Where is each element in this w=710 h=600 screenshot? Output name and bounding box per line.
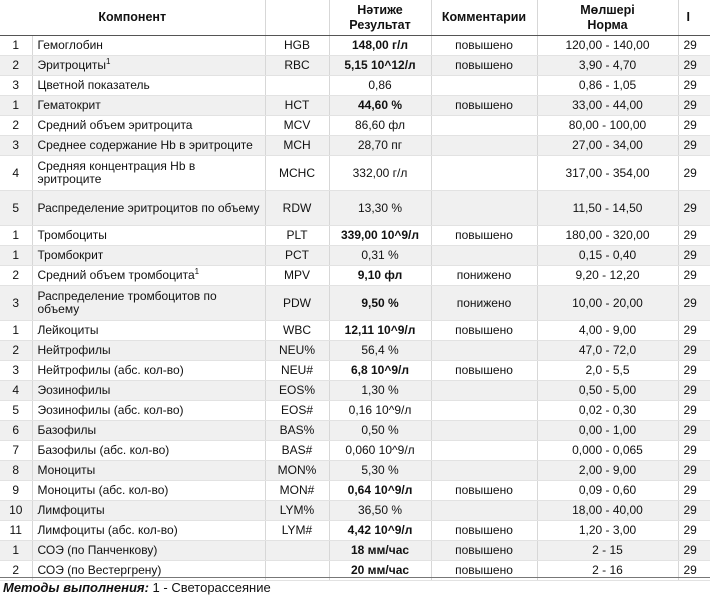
component-name-text: Тромбокрит: [37, 248, 104, 262]
table-row: [0, 191, 710, 226]
row-number: 3: [0, 361, 32, 381]
comment: [431, 401, 537, 421]
reference-range: 11,50 - 14,50: [537, 191, 678, 226]
table-row: [0, 441, 710, 461]
component-code: HCT: [265, 96, 329, 116]
result-value: 18 мм/час: [329, 541, 431, 561]
methods-text: 1 - Светорассеяние: [152, 580, 271, 595]
component-code: MON#: [265, 481, 329, 501]
component-code: PCT: [265, 246, 329, 266]
result-value: 56,4 %: [329, 341, 431, 361]
component-name-text: Распределение тромбоцитов по объему: [37, 289, 217, 316]
component-name: [32, 421, 265, 441]
table-row: [0, 461, 710, 481]
component-code: PDW: [265, 286, 329, 321]
reference-range: 2 - 16: [537, 561, 678, 581]
comment: повышено: [431, 36, 537, 56]
table-row: [0, 76, 710, 96]
component-code: BAS%: [265, 421, 329, 441]
component-name: [32, 541, 265, 561]
header-comments: Комментарии: [431, 0, 537, 36]
result-value: 0,50 %: [329, 421, 431, 441]
component-code: HGB: [265, 36, 329, 56]
reference-range: 180,00 - 320,00: [537, 226, 678, 246]
result-value: 36,50 %: [329, 501, 431, 521]
row-number: 1: [0, 246, 32, 266]
component-name-text: Эозинофилы (абс. кол-во): [37, 403, 184, 417]
result-value: 0,16 10^9/л: [329, 401, 431, 421]
component-code: BAS#: [265, 441, 329, 461]
component-name-text: Базофилы: [37, 423, 97, 437]
reference-range: 0,86 - 1,05: [537, 76, 678, 96]
component-name: [32, 56, 265, 76]
extra-value: 29: [678, 156, 710, 191]
reference-range: 10,00 - 20,00: [537, 286, 678, 321]
row-number: 1: [0, 541, 32, 561]
table-row: [0, 246, 710, 266]
table-row: [0, 321, 710, 341]
component-name: [32, 76, 265, 96]
component-code: MPV: [265, 266, 329, 286]
table-row: [0, 226, 710, 246]
reference-range: 2,00 - 9,00: [537, 461, 678, 481]
row-number: 1: [0, 321, 32, 341]
reference-range: 3,90 - 4,70: [537, 56, 678, 76]
row-number: 7: [0, 441, 32, 461]
results-body: [0, 36, 710, 581]
component-code: MCHC: [265, 156, 329, 191]
header-norm: [537, 0, 678, 36]
component-code: NEU%: [265, 341, 329, 361]
extra-value: 29: [678, 246, 710, 266]
component-name-text: Средний объем эритроцита: [37, 118, 193, 132]
comment: [431, 136, 537, 156]
reference-range: 120,00 - 140,00: [537, 36, 678, 56]
extra-value: 29: [678, 136, 710, 156]
reference-range: 0,50 - 5,00: [537, 381, 678, 401]
row-number: 5: [0, 191, 32, 226]
reference-range: 80,00 - 100,00: [537, 116, 678, 136]
result-value: 332,00 г/л: [329, 156, 431, 191]
component-name: [32, 321, 265, 341]
comment: повышено: [431, 226, 537, 246]
table-row: [0, 421, 710, 441]
footnote-marker: 1: [194, 267, 200, 276]
component-name: [32, 381, 265, 401]
row-number: 3: [0, 136, 32, 156]
component-name: [32, 461, 265, 481]
row-number: 10: [0, 501, 32, 521]
component-name: [32, 36, 265, 56]
component-code: LYM%: [265, 501, 329, 521]
table-row: [0, 541, 710, 561]
result-value: 6,8 10^9/л: [329, 361, 431, 381]
comment: [431, 501, 537, 521]
extra-value: 29: [678, 56, 710, 76]
row-number: 2: [0, 116, 32, 136]
comment: [431, 381, 537, 401]
component-name: [32, 286, 265, 321]
component-name: [32, 246, 265, 266]
comment: повышено: [431, 561, 537, 581]
component-name: [32, 361, 265, 381]
extra-value: 29: [678, 501, 710, 521]
component-code: EOS%: [265, 381, 329, 401]
table-row: [0, 401, 710, 421]
result-value: 5,30 %: [329, 461, 431, 481]
extra-value: 29: [678, 226, 710, 246]
component-code: LYM#: [265, 521, 329, 541]
table-row: [0, 481, 710, 501]
component-name: [32, 521, 265, 541]
component-name-text: Тромбоциты: [37, 228, 107, 242]
reference-range: 0,09 - 0,60: [537, 481, 678, 501]
result-value: 9,50 %: [329, 286, 431, 321]
result-value: 339,00 10^9/л: [329, 226, 431, 246]
comment: повышено: [431, 96, 537, 116]
reference-range: 2,0 - 5,5: [537, 361, 678, 381]
extra-value: 29: [678, 361, 710, 381]
component-name-text: Моноциты: [37, 463, 96, 477]
component-name-text: Среднее содержание Hb в эритроците: [37, 138, 253, 152]
comment: [431, 156, 537, 191]
row-number: 1: [0, 36, 32, 56]
component-code: NEU#: [265, 361, 329, 381]
row-number: 1: [0, 96, 32, 116]
component-name-text: Распределение эритроцитов по объему: [37, 200, 260, 215]
component-code: RBC: [265, 56, 329, 76]
comment: повышено: [431, 361, 537, 381]
result-value: 148,00 г/л: [329, 36, 431, 56]
row-number: 3: [0, 286, 32, 321]
header-result-label: Нәтиже Результат: [349, 2, 411, 32]
component-name: [32, 156, 265, 191]
row-number: 11: [0, 521, 32, 541]
extra-value: 29: [678, 541, 710, 561]
table-row: [0, 116, 710, 136]
row-number: 2: [0, 266, 32, 286]
table-row: [0, 361, 710, 381]
extra-value: 29: [678, 481, 710, 501]
comment: [431, 246, 537, 266]
component-name-text: Цветной показатель: [37, 78, 150, 92]
row-number: 9: [0, 481, 32, 501]
result-value: 86,60 фл: [329, 116, 431, 136]
component-code: MCH: [265, 136, 329, 156]
result-value: 0,64 10^9/л: [329, 481, 431, 501]
table-row: [0, 266, 710, 286]
component-name-text: Нейтрофилы: [37, 343, 111, 357]
result-value: 0,060 10^9/л: [329, 441, 431, 461]
extra-value: 29: [678, 266, 710, 286]
extra-value: 29: [678, 191, 710, 226]
component-code: PLT: [265, 226, 329, 246]
extra-value: 29: [678, 321, 710, 341]
result-value: 4,42 10^9/л: [329, 521, 431, 541]
component-name-text: Гемоглобин: [37, 38, 103, 52]
header-extra: I: [678, 0, 710, 36]
component-name: [32, 116, 265, 136]
table-row: [0, 56, 710, 76]
result-value: 1,30 %: [329, 381, 431, 401]
extra-value: 29: [678, 561, 710, 581]
table-row: [0, 521, 710, 541]
row-number: 1: [0, 226, 32, 246]
table-row: [0, 96, 710, 116]
component-name-text: Средний объем тромбоцита: [37, 268, 195, 282]
extra-value: 29: [678, 441, 710, 461]
component-code: [265, 76, 329, 96]
result-value: 12,11 10^9/л: [329, 321, 431, 341]
extra-value: 29: [678, 401, 710, 421]
result-value: 20 мм/час: [329, 561, 431, 581]
result-value: 9,10 фл: [329, 266, 431, 286]
component-name: [32, 501, 265, 521]
comment: [431, 461, 537, 481]
reference-range: 9,20 - 12,20: [537, 266, 678, 286]
reference-range: 0,02 - 0,30: [537, 401, 678, 421]
result-value: 28,70 пг: [329, 136, 431, 156]
reference-range: 33,00 - 44,00: [537, 96, 678, 116]
comment: повышено: [431, 521, 537, 541]
reference-range: 1,20 - 3,00: [537, 521, 678, 541]
component-name: [32, 191, 265, 226]
extra-value: 29: [678, 341, 710, 361]
result-value: 44,60 %: [329, 96, 431, 116]
reference-range: 317,00 - 354,00: [537, 156, 678, 191]
table-row: [0, 381, 710, 401]
extra-value: 29: [678, 286, 710, 321]
extra-value: 29: [678, 461, 710, 481]
component-name: [32, 401, 265, 421]
extra-value: 29: [678, 421, 710, 441]
component-name-text: Моноциты (абс. кол-во): [37, 483, 169, 497]
row-number: 2: [0, 561, 32, 581]
component-name-text: СОЭ (по Панченкову): [37, 543, 158, 557]
comment: повышено: [431, 541, 537, 561]
comment: [431, 191, 537, 226]
component-code: [265, 541, 329, 561]
reference-range: 18,00 - 40,00: [537, 501, 678, 521]
table-row: [0, 136, 710, 156]
comment: [431, 76, 537, 96]
row-number: 3: [0, 76, 32, 96]
methods-footer: [0, 577, 710, 600]
component-code: MON%: [265, 461, 329, 481]
header-row: [0, 0, 710, 36]
result-value: 13,30 %: [329, 191, 431, 226]
component-name-text: Нейтрофилы (абс. кол-во): [37, 363, 184, 377]
row-number: 2: [0, 56, 32, 76]
row-number: 5: [0, 401, 32, 421]
comment: понижено: [431, 266, 537, 286]
comment: повышено: [431, 56, 537, 76]
component-name: [32, 266, 265, 286]
header-result: [329, 0, 431, 36]
reference-range: 4,00 - 9,00: [537, 321, 678, 341]
header-norm-label: Мөлшері Норма: [580, 2, 635, 32]
comment: [431, 441, 537, 461]
component-name-text: Базофилы (абс. кол-во): [37, 443, 170, 457]
table-row: [0, 36, 710, 56]
comment: понижено: [431, 286, 537, 321]
comment: повышено: [431, 321, 537, 341]
reference-range: 0,000 - 0,065: [537, 441, 678, 461]
component-name-text: Эозинофилы: [37, 383, 111, 397]
footnote-marker: 1: [106, 57, 111, 66]
extra-value: 29: [678, 116, 710, 136]
component-code: WBC: [265, 321, 329, 341]
component-name: [32, 226, 265, 246]
reference-range: 2 - 15: [537, 541, 678, 561]
table-row: [0, 341, 710, 361]
component-name-text: Эритроциты: [37, 58, 107, 72]
component-name: [32, 136, 265, 156]
row-number: 2: [0, 341, 32, 361]
comment: [431, 116, 537, 136]
component-code: EOS#: [265, 401, 329, 421]
component-name-text: Лимфоциты: [37, 503, 105, 517]
component-name-text: Средняя концентрация Hb в эритроците: [37, 159, 196, 186]
row-number: 8: [0, 461, 32, 481]
comment: [431, 341, 537, 361]
reference-range: 27,00 - 34,00: [537, 136, 678, 156]
header-component: Компонент: [0, 0, 265, 36]
table-row: [0, 156, 710, 191]
extra-value: 29: [678, 521, 710, 541]
component-name: [32, 441, 265, 461]
component-name-text: Лейкоциты: [37, 323, 99, 337]
table-row: [0, 501, 710, 521]
comment: повышено: [431, 481, 537, 501]
component-name-text: СОЭ (по Вестергрену): [37, 563, 162, 577]
header-code: [265, 0, 329, 36]
result-value: 0,86: [329, 76, 431, 96]
extra-value: 29: [678, 76, 710, 96]
row-number: 4: [0, 381, 32, 401]
extra-value: 29: [678, 36, 710, 56]
component-code: MCV: [265, 116, 329, 136]
methods-label: Методы выполнения:: [3, 580, 149, 595]
component-name-text: Лимфоциты (абс. кол-во): [37, 523, 178, 537]
component-code: RDW: [265, 191, 329, 226]
comment: [431, 421, 537, 441]
component-name: [32, 341, 265, 361]
extra-value: 29: [678, 381, 710, 401]
reference-range: 0,00 - 1,00: [537, 421, 678, 441]
row-number: 6: [0, 421, 32, 441]
result-value: 5,15 10^12/л: [329, 56, 431, 76]
table-row: [0, 286, 710, 321]
reference-range: 47,0 - 72,0: [537, 341, 678, 361]
row-number: 4: [0, 156, 32, 191]
component-name: [32, 96, 265, 116]
component-name: [32, 481, 265, 501]
component-name-text: Гематокрит: [37, 98, 101, 112]
reference-range: 0,15 - 0,40: [537, 246, 678, 266]
extra-value: 29: [678, 96, 710, 116]
result-value: 0,31 %: [329, 246, 431, 266]
